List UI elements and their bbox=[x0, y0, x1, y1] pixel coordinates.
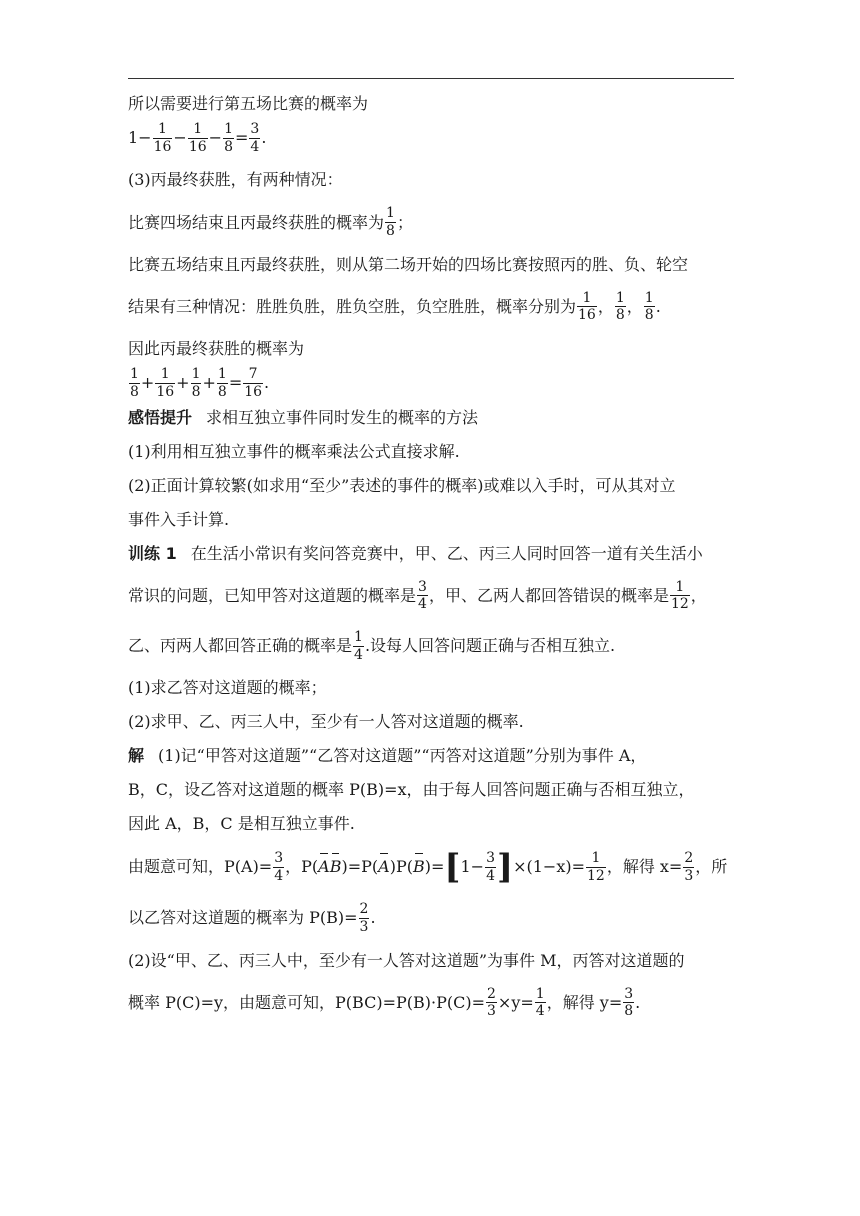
section-label: 训练 1 bbox=[128, 543, 177, 563]
paragraph bbox=[128, 291, 734, 323]
text: ， bbox=[626, 296, 643, 316]
numerator: 1 bbox=[535, 985, 545, 1002]
text: 概率 P(C)=y，由题意可知，P(BC)=P(B)·P(C)= bbox=[128, 992, 485, 1012]
text: B，C，设乙答对这道题的概率 P(B)=x，由于每人回答问题正确与否相互独立， bbox=[128, 780, 695, 800]
fraction bbox=[359, 902, 370, 934]
insight-heading bbox=[128, 407, 734, 427]
numerator: 1 bbox=[615, 289, 625, 306]
paragraph bbox=[128, 441, 734, 461]
equation bbox=[128, 367, 734, 399]
denominator: 16 bbox=[153, 138, 172, 155]
equation bbox=[128, 122, 734, 154]
operator: + bbox=[140, 373, 155, 393]
paragraph bbox=[128, 509, 734, 529]
text: (3)丙最终获胜，有两种情况： bbox=[128, 170, 343, 190]
text: 1− bbox=[460, 857, 485, 877]
fraction bbox=[486, 987, 497, 1019]
fraction bbox=[683, 851, 694, 883]
text: . bbox=[655, 296, 661, 316]
text: ， bbox=[597, 296, 614, 316]
denominator: 8 bbox=[624, 1003, 634, 1020]
denominator: 16 bbox=[244, 383, 263, 400]
paragraph bbox=[128, 680, 734, 696]
fraction bbox=[615, 291, 626, 323]
numerator: 1 bbox=[193, 121, 203, 137]
denominator: 8 bbox=[644, 307, 654, 324]
fraction bbox=[485, 851, 496, 883]
fraction bbox=[353, 630, 364, 662]
fraction bbox=[223, 122, 234, 154]
fraction bbox=[191, 367, 202, 399]
denominator: 16 bbox=[156, 383, 175, 400]
text: ，所 bbox=[695, 857, 728, 877]
paragraph bbox=[128, 341, 734, 357]
fraction bbox=[243, 367, 263, 399]
text: . bbox=[370, 908, 376, 928]
fraction bbox=[577, 291, 597, 323]
text: )= bbox=[424, 857, 445, 877]
section-label: 感悟提升 bbox=[128, 407, 193, 427]
paragraph bbox=[128, 206, 734, 238]
complement-a: A bbox=[378, 857, 390, 877]
equation bbox=[128, 987, 734, 1019]
text: )=P( bbox=[341, 857, 379, 877]
text: ，解得 x= bbox=[606, 857, 683, 877]
fraction bbox=[188, 122, 208, 154]
numerator: 1 bbox=[224, 121, 233, 137]
operator: − bbox=[208, 128, 223, 148]
fraction bbox=[153, 122, 173, 154]
fraction bbox=[249, 122, 260, 154]
fraction bbox=[417, 580, 428, 612]
equation bbox=[128, 847, 734, 888]
text: 比赛四场结束且丙最终获胜的概率为 bbox=[128, 212, 385, 232]
denominator: 4 bbox=[418, 596, 427, 613]
numerator: 1 bbox=[158, 121, 167, 137]
text: 在生活小常识有奖问答竞赛中，甲、乙、丙三人同时回答一道有关生活小 bbox=[190, 543, 703, 563]
fraction bbox=[535, 987, 546, 1019]
left-bracket: [ bbox=[444, 847, 461, 888]
operator: = bbox=[228, 373, 243, 393]
text: . bbox=[635, 992, 641, 1012]
denominator: 4 bbox=[354, 646, 363, 663]
text: 事件入手计算. bbox=[128, 509, 230, 529]
fraction bbox=[670, 580, 690, 612]
numerator: 3 bbox=[624, 985, 634, 1002]
denominator: 8 bbox=[191, 383, 201, 400]
numerator: 1 bbox=[675, 578, 685, 595]
paragraph bbox=[128, 902, 734, 934]
text: ×y= bbox=[497, 992, 534, 1012]
text: 结果有三种情况：胜胜负胜，胜负空胜，负空胜胜，概率分别为 bbox=[128, 296, 577, 316]
denominator: 3 bbox=[359, 918, 369, 935]
text: ， bbox=[690, 585, 707, 605]
denominator: 4 bbox=[486, 867, 495, 884]
denominator: 8 bbox=[615, 307, 625, 324]
text: 因此 A，B，C 是相互独立事件. bbox=[128, 814, 355, 834]
section-label: 解 bbox=[128, 746, 145, 766]
training-heading bbox=[128, 543, 734, 563]
paragraph bbox=[128, 714, 734, 730]
fraction bbox=[155, 367, 175, 399]
paragraph bbox=[128, 96, 734, 112]
operator: − bbox=[173, 128, 187, 148]
section-title: 求相互独立事件同时发生的概率的方法 bbox=[206, 407, 479, 427]
fraction bbox=[623, 987, 634, 1019]
text: ，P( bbox=[285, 857, 319, 877]
numerator: 2 bbox=[684, 850, 694, 867]
text: (2)求甲、乙、丙三人中，至少有一人答对这道题的概率. bbox=[128, 712, 524, 732]
complement-b: B bbox=[329, 857, 342, 877]
text: )P( bbox=[389, 857, 413, 877]
paragraph bbox=[128, 475, 734, 495]
denominator: 4 bbox=[274, 867, 284, 884]
header-rule bbox=[128, 78, 734, 79]
numerator: 3 bbox=[274, 850, 284, 867]
text: (2)正面计算较繁(如求用“至少”表述的事件的概率)或难以入手时，可从其对立 bbox=[128, 475, 676, 495]
numerator: 3 bbox=[250, 121, 260, 137]
operator: + bbox=[202, 373, 216, 393]
text: 1− bbox=[128, 128, 152, 148]
text: ； bbox=[396, 212, 413, 232]
fraction bbox=[644, 291, 655, 323]
denominator: 12 bbox=[586, 867, 605, 884]
denominator: 8 bbox=[386, 223, 395, 240]
text: . bbox=[261, 128, 267, 148]
paragraph bbox=[128, 580, 734, 612]
numerator: 3 bbox=[418, 578, 427, 595]
text: 所以需要进行第五场比赛的概率为 bbox=[128, 94, 369, 113]
text: . bbox=[264, 373, 270, 393]
text: ×(1−x)= bbox=[513, 857, 585, 877]
denominator: 16 bbox=[578, 307, 596, 324]
denominator: 4 bbox=[250, 138, 260, 155]
fraction bbox=[129, 367, 140, 399]
text: ，解得 y= bbox=[546, 992, 623, 1012]
fraction bbox=[273, 851, 284, 883]
paragraph bbox=[128, 782, 734, 798]
paragraph bbox=[128, 172, 734, 188]
numerator: 1 bbox=[386, 205, 395, 222]
paragraph bbox=[128, 630, 734, 662]
denominator: 4 bbox=[535, 1003, 545, 1020]
denominator: 8 bbox=[130, 383, 139, 400]
operator: + bbox=[176, 373, 190, 393]
text: 比赛五场结束且丙最终获胜，则从第二场开始的四场比赛按照丙的胜、负、轮空 bbox=[128, 254, 689, 274]
denominator: 8 bbox=[224, 138, 233, 155]
numerator: 1 bbox=[130, 366, 139, 383]
numerator: 3 bbox=[486, 850, 495, 867]
denominator: 3 bbox=[486, 1003, 496, 1020]
paragraph bbox=[128, 950, 734, 970]
fraction bbox=[586, 851, 606, 883]
numerator: 1 bbox=[160, 366, 170, 383]
denominator: 12 bbox=[670, 596, 689, 613]
complement-b: B bbox=[412, 857, 425, 877]
numerator: 1 bbox=[354, 628, 363, 645]
text: 乙、丙两人都回答正确的概率是 bbox=[128, 636, 353, 656]
fraction bbox=[217, 367, 228, 399]
text: (1)利用相互独立事件的概率乘法公式直接求解. bbox=[128, 441, 460, 461]
numerator: 7 bbox=[248, 366, 258, 383]
numerator: 1 bbox=[644, 289, 654, 306]
fraction bbox=[385, 206, 396, 238]
paragraph bbox=[128, 816, 734, 832]
numerator: 2 bbox=[486, 985, 496, 1002]
denominator: 3 bbox=[684, 867, 694, 884]
text: (2)设“甲、乙、丙三人中，至少有一人答对这道题”为事件 M，丙答对这道题的 bbox=[128, 950, 685, 970]
text: 以乙答对这道题的概率为 P(B)= bbox=[128, 908, 358, 928]
text: 因此丙最终获胜的概率为 bbox=[128, 339, 305, 359]
paragraph bbox=[128, 254, 734, 274]
denominator: 8 bbox=[217, 383, 227, 400]
solution-heading bbox=[128, 748, 734, 764]
numerator: 1 bbox=[191, 366, 201, 383]
complement-a: A bbox=[318, 857, 330, 877]
text: 常识的问题，已知甲答对这道题的概率是 bbox=[128, 585, 417, 605]
text: (1)求乙答对这道题的概率； bbox=[128, 678, 327, 698]
operator: = bbox=[234, 128, 249, 148]
numerator: 1 bbox=[582, 289, 592, 306]
text: 由题意可知，P(A)= bbox=[128, 857, 273, 877]
numerator: 1 bbox=[217, 366, 227, 383]
text: (1)记“甲答对这道题”“乙答对这道题”“丙答对这道题”分别为事件 A， bbox=[158, 746, 647, 766]
document-body bbox=[128, 96, 734, 1019]
numerator: 2 bbox=[359, 901, 369, 918]
numerator: 1 bbox=[591, 850, 601, 867]
text: ，甲、乙两人都回答错误的概率是 bbox=[428, 585, 669, 605]
right-bracket: ] bbox=[496, 847, 514, 888]
denominator: 16 bbox=[188, 138, 207, 155]
text: .设每人回答问题正确与否相互独立. bbox=[364, 636, 616, 656]
